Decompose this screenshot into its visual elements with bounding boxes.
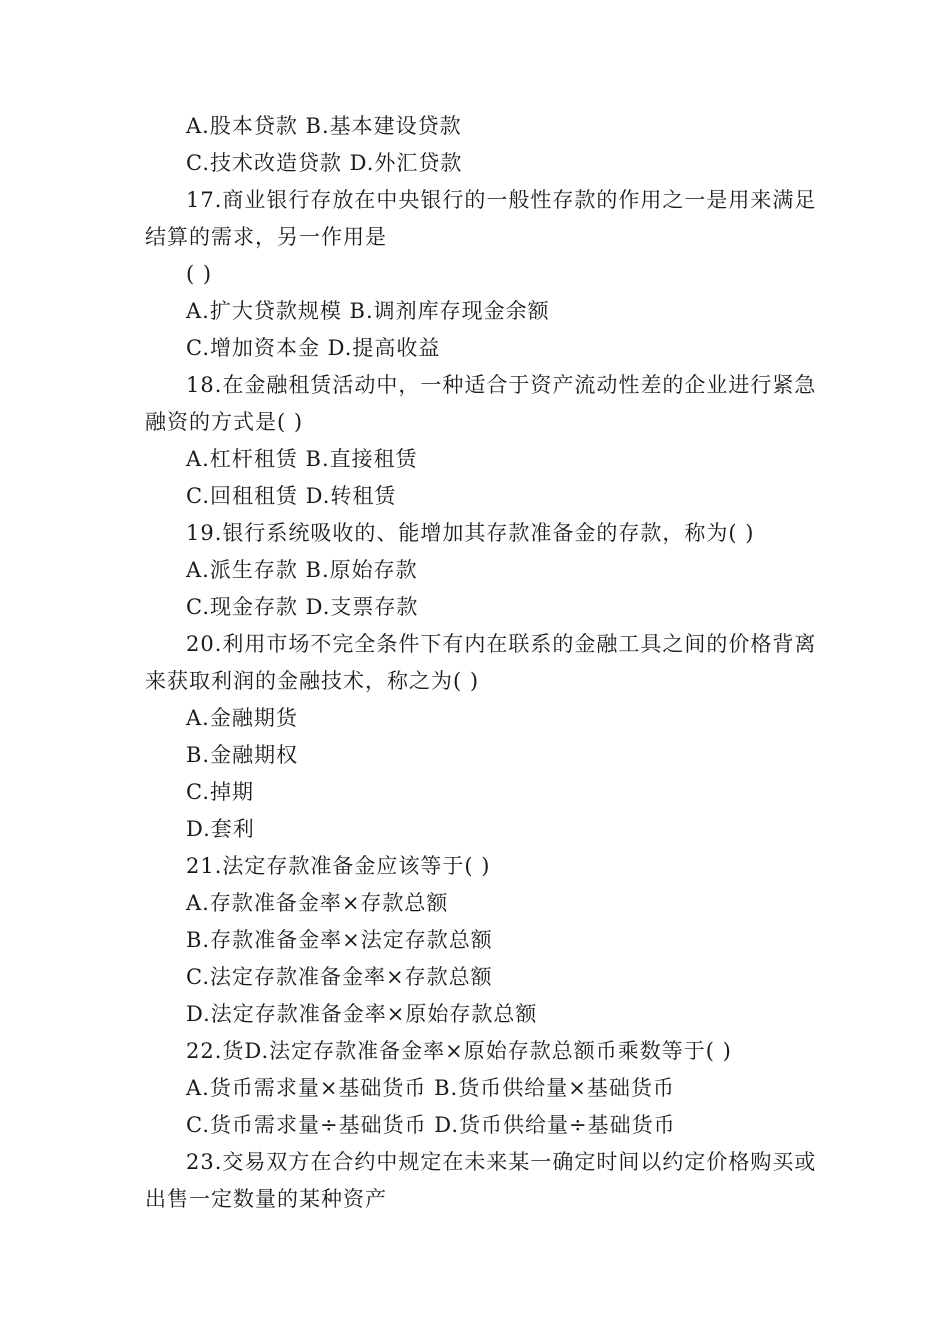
question-20-line-2: 来获取利润的金融技术，称之为( ) [145,669,480,693]
option-line-16a: A.股本贷款 B.基本建设贷款 [186,114,462,138]
option-line-22b: C.货币需求量÷基础货币 D.货币供给量÷基础货币 [186,1113,676,1137]
question-18-line-2: 融资的方式是( ) [145,410,304,434]
option-20c: C.掉期 [186,780,254,804]
option-line-17a: A.扩大贷款规模 B.调剂库存现金余额 [186,299,550,323]
option-20d: D.套利 [186,817,255,841]
option-line-18b: C.回租租赁 D.转租赁 [186,484,397,508]
option-21c: C.法定存款准备金率×存款总额 [186,965,493,989]
option-line-19a: A.派生存款 B.原始存款 [186,558,418,582]
question-23-line-1: 23.交易双方在合约中规定在未来某一确定时间以约定价格购买或 [186,1150,817,1174]
question-17-line-2: 结算的需求，另一作用是 [145,225,387,249]
question-21: 21.法定存款准备金应该等于( ) [186,854,491,878]
option-21a: A.存款准备金率×存款总额 [186,891,449,915]
question-17-blank: ( ) [186,262,213,286]
question-18-line-1: 18.在金融租赁活动中，一种适合于资产流动性差的企业进行紧急 [186,373,817,397]
question-23-line-2: 出售一定数量的某种资产 [145,1187,387,1211]
option-21d: D.法定存款准备金率×原始存款总额 [186,1002,538,1026]
question-17-line-1: 17.商业银行存放在中央银行的一般性存款的作用之一是用来满足 [186,188,817,212]
option-21b: B.存款准备金率×法定存款总额 [186,928,493,952]
option-line-22a: A.货币需求量×基础货币 B.货币供给量×基础货币 [186,1076,675,1100]
question-19: 19.银行系统吸收的、能增加其存款准备金的存款，称为( ) [186,521,755,545]
question-20-line-1: 20.利用市场不完全条件下有内在联系的金融工具之间的价格背离 [186,632,817,656]
option-line-19b: C.现金存款 D.支票存款 [186,595,419,619]
option-line-16b: C.技术改造贷款 D.外汇贷款 [186,151,463,175]
option-20b: B.金融期权 [186,743,299,767]
option-line-17b: C.增加资本金 D.提高收益 [186,336,441,360]
question-22: 22.货D.法定存款准备金率×原始存款总额币乘数等于( ) [186,1039,732,1063]
option-20a: A.金融期货 [186,706,298,730]
option-line-18a: A.杠杆租赁 B.直接租赁 [186,447,418,471]
